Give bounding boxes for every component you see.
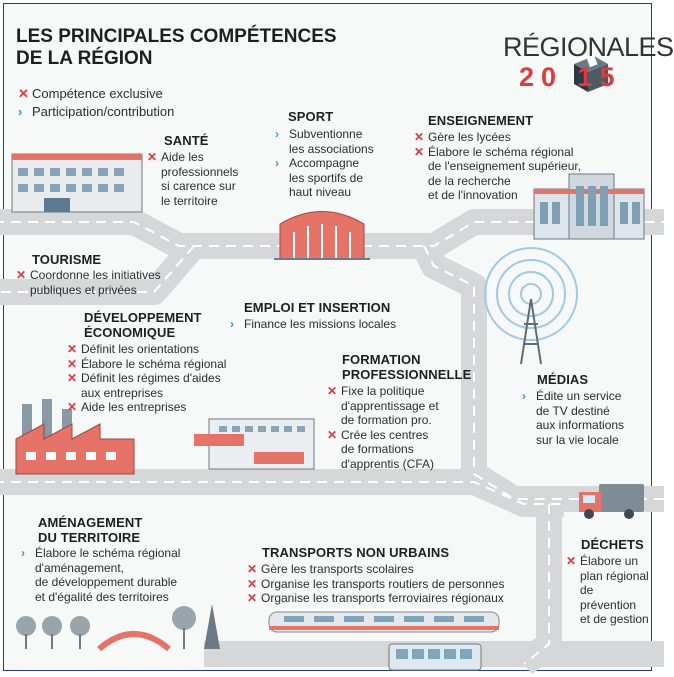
enseignement-list	[414, 130, 581, 203]
competence-item: › Édite un service de TV destiné aux informations sur la vie locale	[522, 389, 625, 447]
competence-item: ✕ Organise les transports routiers de personnes	[247, 576, 505, 591]
exclusive-marker-icon: ✕	[67, 356, 78, 371]
participation-marker-icon: ›	[18, 104, 23, 119]
transports-list	[247, 562, 504, 606]
emploi-title: EMPLOI ET INSERTION	[244, 300, 391, 315]
competence-item: ✕ Crée les centres de formations d'apprentis (CFA)	[327, 427, 434, 471]
competence-item: ✕ Définit les régimes d'aides aux entreprises	[67, 371, 221, 400]
competence-item: ✕ Organise les transports ferroviaires régionaux	[247, 591, 504, 605]
bus-icon	[389, 644, 481, 670]
park-icon	[16, 604, 220, 649]
participation-marker-icon: ›	[21, 546, 25, 560]
dechets-list	[566, 554, 651, 627]
exclusive-marker-icon: ✕	[67, 371, 78, 385]
train-icon	[269, 612, 499, 632]
exclusive-marker-icon: ✕	[67, 400, 78, 414]
exclusive-marker-icon: ✕	[414, 144, 425, 159]
tourisme-title: TOURISME	[32, 252, 102, 267]
competence-item: ✕ Élabore le schéma régional	[67, 356, 227, 371]
logo-year: 20 15	[519, 62, 622, 92]
formation-title: FORMATION PROFESSIONNELLE	[342, 352, 472, 382]
competence-item: ✕ Aide les professionnels si carence sur le territoire	[147, 150, 239, 208]
competence-item: ✕ Fixe la politique d'apprentissage et de formation pro.	[327, 384, 439, 427]
infographic	[3, 3, 674, 671]
competence-item: ✕ Gère les transports scolaires	[247, 562, 414, 576]
transports-title: TRANSPORTS NON URBAINS	[262, 545, 450, 560]
sport-title: SPORT	[288, 109, 334, 124]
participation-marker-icon: ›	[230, 317, 234, 331]
competence-item: ✕ Coordonne les initiatives publiques et privées	[16, 268, 161, 297]
amenagement-title: AMÉNAGEMENT DU TERRITOIRE	[38, 515, 143, 545]
stadium-icon	[274, 212, 370, 260]
title-line-2: DE LA RÉGION	[16, 48, 153, 69]
road-middle	[0, 482, 564, 504]
exclusive-marker-icon: ✕	[566, 554, 577, 568]
exclusive-marker-icon: ✕	[147, 150, 158, 164]
tourisme-list	[16, 268, 161, 297]
sante-title: SANTÉ	[164, 133, 209, 148]
emploi-list	[230, 317, 396, 332]
exclusive-marker-icon: ✕	[67, 342, 78, 356]
formation-list	[327, 384, 439, 471]
medias-title: MÉDIAS	[537, 372, 589, 387]
exclusive-marker-icon: ✕	[327, 384, 338, 398]
competence-item: › Finance les missions locales	[230, 317, 397, 331]
competence-item: › Élabore le schéma régional d'aménagement, de développement durable et d'égalité des territoires	[21, 546, 181, 604]
exclusive-marker-icon: ✕	[18, 86, 29, 101]
training-center-icon	[194, 419, 314, 469]
competence-item: › Accompagne les sportifs de haut niveau	[275, 156, 364, 199]
exclusive-marker-icon: ✕	[247, 576, 258, 591]
hospital-icon	[12, 154, 142, 212]
developpement-list	[67, 342, 226, 415]
sport-list	[275, 127, 374, 200]
exclusive-marker-icon: ✕	[247, 562, 258, 576]
exclusive-marker-icon: ✕	[414, 130, 425, 144]
sante-list	[147, 150, 238, 208]
exclusive-marker-icon: ✕	[327, 427, 338, 442]
medias-list	[522, 389, 624, 447]
participation-marker-icon: ›	[275, 156, 279, 170]
enseignement-title: ENSEIGNEMENT	[428, 113, 534, 128]
exclusive-marker-icon: ✕	[16, 268, 27, 282]
page-title	[16, 26, 337, 70]
dechets-title: DÉCHETS	[581, 537, 644, 552]
exclusive-marker-icon: ✕	[247, 591, 258, 605]
participation-marker-icon: ›	[522, 389, 526, 403]
road-down	[524, 504, 549, 664]
competence-item: ✕ Aide les entreprises	[67, 400, 187, 414]
legend-item: ✕ Compétence exclusive	[18, 86, 163, 101]
antenna-icon	[485, 248, 577, 340]
competence-item: › Subventionne les associations	[275, 127, 374, 156]
legend-item: › Participation/contribution	[18, 104, 175, 119]
title-line-1: LES PRINCIPALES COMPÉTENCES	[16, 26, 337, 47]
competence-item: ✕ Définit les orientations	[67, 342, 200, 356]
legend	[18, 85, 174, 121]
amenagement-list	[21, 546, 180, 604]
competence-item: ✕ Gère les lycées	[414, 130, 511, 144]
participation-marker-icon: ›	[275, 127, 279, 141]
competence-item: ✕ Élabore le schéma régional de l'enseignement supérieur, de la recherche et de l'innovation	[414, 144, 582, 202]
logo-word: RÉGIONALES	[503, 32, 674, 62]
developpement-title: DÉVELOPPEMENT ÉCONOMIQUE	[84, 310, 202, 340]
competence-item: ✕ Élabore un plan régional de prévention et de gestion	[566, 554, 649, 626]
